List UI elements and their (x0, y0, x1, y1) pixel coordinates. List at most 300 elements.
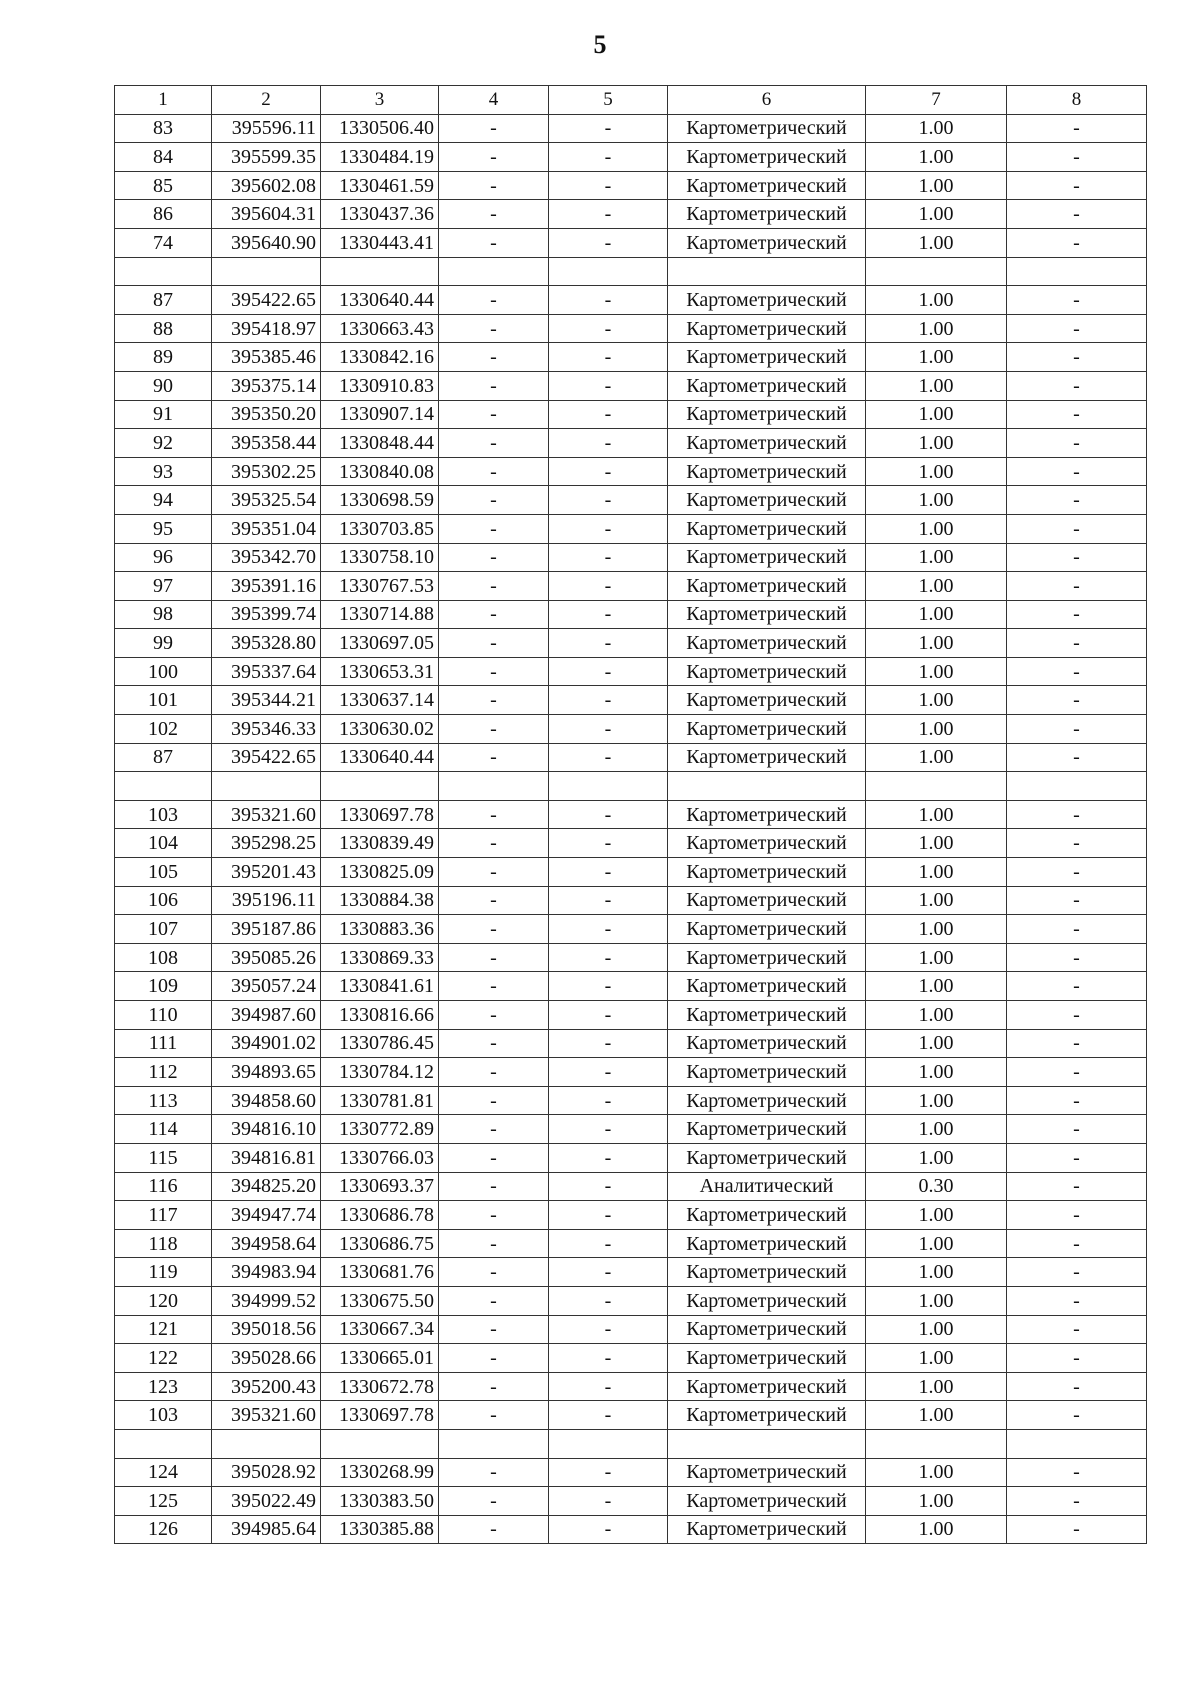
y-coordinate-cell: 1330640.44 (321, 743, 439, 772)
y-coordinate-cell: 1330781.81 (321, 1086, 439, 1115)
method-cell: Картометрический (668, 657, 866, 686)
point-number-cell: 119 (115, 1258, 212, 1287)
x-coordinate-cell: 395187.86 (212, 915, 321, 944)
table-row (115, 772, 1147, 801)
accuracy-cell: 1.00 (866, 143, 1007, 172)
point-number-cell: 103 (115, 1401, 212, 1430)
col5-cell (549, 1429, 668, 1458)
method-cell: Картометрический (668, 943, 866, 972)
col5-cell: - (549, 1001, 668, 1030)
col4-cell: - (439, 1172, 549, 1201)
col4-cell: - (439, 943, 549, 972)
col4-cell: - (439, 600, 549, 629)
col4-cell (439, 1429, 549, 1458)
table-row (115, 1429, 1147, 1458)
col8-cell: - (1007, 1058, 1147, 1087)
accuracy-cell: 1.00 (866, 1001, 1007, 1030)
method-cell: Картометрический (668, 686, 866, 715)
y-coordinate-cell: 1330840.08 (321, 457, 439, 486)
table-row (115, 143, 1147, 172)
y-coordinate-cell: 1330841.61 (321, 972, 439, 1001)
col8-cell: - (1007, 943, 1147, 972)
method-cell: Картометрический (668, 1086, 866, 1115)
method-cell: Картометрический (668, 514, 866, 543)
table-row (115, 114, 1147, 143)
col4-cell: - (439, 1201, 549, 1230)
method-cell: Картометрический (668, 1001, 866, 1030)
x-coordinate-cell: 395018.56 (212, 1315, 321, 1344)
y-coordinate-cell: 1330667.34 (321, 1315, 439, 1344)
point-number-cell: 124 (115, 1458, 212, 1487)
col8-cell: - (1007, 486, 1147, 515)
col5-cell: - (549, 1029, 668, 1058)
col5-cell: - (549, 715, 668, 744)
col4-cell: - (439, 629, 549, 658)
table-row (115, 314, 1147, 343)
col8-cell: - (1007, 915, 1147, 944)
method-cell: Картометрический (668, 228, 866, 257)
method-cell: Картометрический (668, 1286, 866, 1315)
col5-cell: - (549, 686, 668, 715)
accuracy-cell: 1.00 (866, 629, 1007, 658)
accuracy-cell: 1.00 (866, 686, 1007, 715)
method-cell: Картометрический (668, 715, 866, 744)
accuracy-cell: 1.00 (866, 800, 1007, 829)
point-number-cell: 123 (115, 1372, 212, 1401)
point-number-cell: 105 (115, 858, 212, 887)
col4-cell: - (439, 829, 549, 858)
table-row (115, 1458, 1147, 1487)
x-coordinate-cell: 395057.24 (212, 972, 321, 1001)
point-number-cell (115, 257, 212, 286)
table-row (115, 829, 1147, 858)
col5-cell: - (549, 1487, 668, 1516)
point-number-cell: 84 (115, 143, 212, 172)
table-row (115, 858, 1147, 887)
col8-cell: - (1007, 1001, 1147, 1030)
point-number-cell: 116 (115, 1172, 212, 1201)
point-number-cell: 102 (115, 715, 212, 744)
x-coordinate-cell: 394999.52 (212, 1286, 321, 1315)
y-coordinate-cell: 1330884.38 (321, 886, 439, 915)
table-row (115, 457, 1147, 486)
method-cell: Картометрический (668, 371, 866, 400)
col5-cell: - (549, 1058, 668, 1087)
y-coordinate-cell: 1330767.53 (321, 572, 439, 601)
col5-cell: - (549, 1401, 668, 1430)
accuracy-cell: 1.00 (866, 972, 1007, 1001)
y-coordinate-cell (321, 1429, 439, 1458)
y-coordinate-cell: 1330784.12 (321, 1058, 439, 1087)
y-coordinate-cell: 1330703.85 (321, 514, 439, 543)
col5-cell: - (549, 1286, 668, 1315)
x-coordinate-cell: 395085.26 (212, 943, 321, 972)
point-number-cell: 99 (115, 629, 212, 658)
accuracy-cell: 1.00 (866, 915, 1007, 944)
table-row (115, 1143, 1147, 1172)
col8-cell: - (1007, 1201, 1147, 1230)
col8-cell: - (1007, 1029, 1147, 1058)
col5-cell: - (549, 943, 668, 972)
col8-cell: - (1007, 1258, 1147, 1287)
col4-cell: - (439, 1229, 549, 1258)
accuracy-cell: 1.00 (866, 1143, 1007, 1172)
method-cell: Картометрический (668, 314, 866, 343)
col4-cell (439, 772, 549, 801)
method-cell: Картометрический (668, 800, 866, 829)
x-coordinate-cell: 395358.44 (212, 429, 321, 458)
y-coordinate-cell: 1330686.75 (321, 1229, 439, 1258)
x-coordinate-cell: 394816.81 (212, 1143, 321, 1172)
y-coordinate-cell: 1330697.05 (321, 629, 439, 658)
point-number-cell: 90 (115, 371, 212, 400)
method-cell: Картометрический (668, 1058, 866, 1087)
col4-cell: - (439, 743, 549, 772)
col4-cell: - (439, 715, 549, 744)
method-cell: Картометрический (668, 343, 866, 372)
accuracy-cell: 1.00 (866, 657, 1007, 686)
point-number-cell: 111 (115, 1029, 212, 1058)
y-coordinate-cell: 1330714.88 (321, 600, 439, 629)
x-coordinate-cell: 395022.49 (212, 1487, 321, 1516)
coordinates-table (114, 85, 1147, 1544)
method-cell: Картометрический (668, 572, 866, 601)
accuracy-cell: 1.00 (866, 286, 1007, 315)
accuracy-cell: 1.00 (866, 1086, 1007, 1115)
y-coordinate-cell: 1330839.49 (321, 829, 439, 858)
col5-cell: - (549, 657, 668, 686)
table-row (115, 600, 1147, 629)
col5-cell: - (549, 371, 668, 400)
col5-cell: - (549, 629, 668, 658)
col5-cell: - (549, 400, 668, 429)
accuracy-cell: 1.00 (866, 343, 1007, 372)
point-number-cell: 106 (115, 886, 212, 915)
col4-cell: - (439, 228, 549, 257)
col8-cell: - (1007, 171, 1147, 200)
col5-cell: - (549, 858, 668, 887)
col8-cell: - (1007, 1143, 1147, 1172)
x-coordinate-cell: 395028.92 (212, 1458, 321, 1487)
table-row (115, 972, 1147, 1001)
accuracy-cell (866, 772, 1007, 801)
y-coordinate-cell: 1330665.01 (321, 1344, 439, 1373)
x-coordinate-cell: 394983.94 (212, 1258, 321, 1287)
table-row (115, 743, 1147, 772)
table-row (115, 800, 1147, 829)
col5-cell: - (549, 829, 668, 858)
method-cell: Картометрический (668, 143, 866, 172)
point-number-cell: 97 (115, 572, 212, 601)
column-header: 8 (1007, 86, 1147, 115)
x-coordinate-cell: 394825.20 (212, 1172, 321, 1201)
accuracy-cell: 1.00 (866, 1029, 1007, 1058)
column-header: 6 (668, 86, 866, 115)
table-row (115, 1401, 1147, 1430)
accuracy-cell: 1.00 (866, 114, 1007, 143)
accuracy-cell (866, 257, 1007, 286)
col4-cell: - (439, 543, 549, 572)
x-coordinate-cell: 395201.43 (212, 858, 321, 887)
accuracy-cell: 1.00 (866, 572, 1007, 601)
col5-cell: - (549, 286, 668, 315)
accuracy-cell: 1.00 (866, 514, 1007, 543)
col4-cell: - (439, 1258, 549, 1287)
point-number-cell: 85 (115, 171, 212, 200)
col4-cell: - (439, 572, 549, 601)
col5-cell: - (549, 200, 668, 229)
accuracy-cell: 1.00 (866, 400, 1007, 429)
method-cell: Картометрический (668, 600, 866, 629)
method-cell (668, 257, 866, 286)
y-coordinate-cell: 1330383.50 (321, 1487, 439, 1516)
table-row (115, 657, 1147, 686)
method-cell: Аналитический (668, 1172, 866, 1201)
y-coordinate-cell: 1330637.14 (321, 686, 439, 715)
col8-cell: - (1007, 314, 1147, 343)
col5-cell (549, 257, 668, 286)
col5-cell: - (549, 1372, 668, 1401)
point-number-cell: 87 (115, 286, 212, 315)
table-row (115, 1086, 1147, 1115)
col5-cell: - (549, 886, 668, 915)
x-coordinate-cell: 394987.60 (212, 1001, 321, 1030)
col5-cell: - (549, 1515, 668, 1544)
y-coordinate-cell: 1330848.44 (321, 429, 439, 458)
table-row (115, 943, 1147, 972)
method-cell: Картометрический (668, 200, 866, 229)
y-coordinate-cell: 1330437.36 (321, 200, 439, 229)
accuracy-cell: 1.00 (866, 371, 1007, 400)
col4-cell: - (439, 1487, 549, 1516)
method-cell: Картометрический (668, 858, 866, 887)
point-number-cell: 108 (115, 943, 212, 972)
col5-cell: - (549, 143, 668, 172)
y-coordinate-cell: 1330816.66 (321, 1001, 439, 1030)
col4-cell: - (439, 1515, 549, 1544)
col4-cell: - (439, 314, 549, 343)
col4-cell: - (439, 457, 549, 486)
method-cell: Картометрический (668, 171, 866, 200)
col5-cell: - (549, 429, 668, 458)
col8-cell: - (1007, 1286, 1147, 1315)
col4-cell: - (439, 1458, 549, 1487)
table-row (115, 228, 1147, 257)
col8-cell: - (1007, 1372, 1147, 1401)
method-cell: Картометрический (668, 1229, 866, 1258)
col8-cell: - (1007, 543, 1147, 572)
y-coordinate-cell: 1330686.78 (321, 1201, 439, 1230)
y-coordinate-cell (321, 772, 439, 801)
col8-cell: - (1007, 1344, 1147, 1373)
accuracy-cell: 1.00 (866, 1458, 1007, 1487)
table-row (115, 1058, 1147, 1087)
table-row (115, 171, 1147, 200)
table-header-row (115, 86, 1147, 115)
x-coordinate-cell: 395422.65 (212, 743, 321, 772)
y-coordinate-cell: 1330786.45 (321, 1029, 439, 1058)
accuracy-cell: 1.00 (866, 543, 1007, 572)
column-header: 7 (866, 86, 1007, 115)
col8-cell: - (1007, 886, 1147, 915)
x-coordinate-cell: 395325.54 (212, 486, 321, 515)
col5-cell: - (549, 743, 668, 772)
y-coordinate-cell: 1330385.88 (321, 1515, 439, 1544)
accuracy-cell: 1.00 (866, 200, 1007, 229)
col8-cell: - (1007, 228, 1147, 257)
y-coordinate-cell: 1330907.14 (321, 400, 439, 429)
col8-cell: - (1007, 1487, 1147, 1516)
point-number-cell: 126 (115, 1515, 212, 1544)
accuracy-cell: 1.00 (866, 457, 1007, 486)
col8-cell: - (1007, 1458, 1147, 1487)
x-coordinate-cell: 394893.65 (212, 1058, 321, 1087)
col4-cell: - (439, 1029, 549, 1058)
col5-cell: - (549, 114, 668, 143)
point-number-cell: 86 (115, 200, 212, 229)
col8-cell: - (1007, 743, 1147, 772)
col8-cell: - (1007, 829, 1147, 858)
y-coordinate-cell: 1330910.83 (321, 371, 439, 400)
col4-cell (439, 257, 549, 286)
y-coordinate-cell: 1330697.78 (321, 1401, 439, 1430)
accuracy-cell: 1.00 (866, 829, 1007, 858)
x-coordinate-cell: 395337.64 (212, 657, 321, 686)
point-number-cell: 118 (115, 1229, 212, 1258)
column-header: 5 (549, 86, 668, 115)
y-coordinate-cell: 1330758.10 (321, 543, 439, 572)
col8-cell: - (1007, 715, 1147, 744)
y-coordinate-cell: 1330681.76 (321, 1258, 439, 1287)
accuracy-cell: 1.00 (866, 429, 1007, 458)
y-coordinate-cell: 1330653.31 (321, 657, 439, 686)
col5-cell: - (549, 543, 668, 572)
col4-cell: - (439, 972, 549, 1001)
col8-cell: - (1007, 343, 1147, 372)
col8-cell: - (1007, 114, 1147, 143)
accuracy-cell: 1.00 (866, 600, 1007, 629)
point-number-cell: 112 (115, 1058, 212, 1087)
accuracy-cell: 1.00 (866, 1487, 1007, 1516)
col4-cell: - (439, 1401, 549, 1430)
col4-cell: - (439, 514, 549, 543)
method-cell: Картометрический (668, 1515, 866, 1544)
col5-cell: - (549, 171, 668, 200)
col4-cell: - (439, 114, 549, 143)
table-row (115, 1487, 1147, 1516)
accuracy-cell: 1.00 (866, 486, 1007, 515)
point-number-cell: 117 (115, 1201, 212, 1230)
x-coordinate-cell: 394985.64 (212, 1515, 321, 1544)
col8-cell: - (1007, 629, 1147, 658)
col5-cell: - (549, 314, 668, 343)
y-coordinate-cell: 1330693.37 (321, 1172, 439, 1201)
accuracy-cell: 1.00 (866, 1286, 1007, 1315)
x-coordinate-cell: 395196.11 (212, 886, 321, 915)
col8-cell: - (1007, 686, 1147, 715)
col4-cell: - (439, 886, 549, 915)
col8-cell: - (1007, 1086, 1147, 1115)
x-coordinate-cell: 395302.25 (212, 457, 321, 486)
x-coordinate-cell: 395599.35 (212, 143, 321, 172)
point-number-cell (115, 772, 212, 801)
table-row (115, 915, 1147, 944)
y-coordinate-cell: 1330825.09 (321, 858, 439, 887)
y-coordinate-cell: 1330697.78 (321, 800, 439, 829)
point-number-cell: 120 (115, 1286, 212, 1315)
col8-cell: - (1007, 371, 1147, 400)
method-cell: Картометрический (668, 1143, 866, 1172)
y-coordinate-cell: 1330772.89 (321, 1115, 439, 1144)
accuracy-cell: 1.00 (866, 1058, 1007, 1087)
table-row (115, 1315, 1147, 1344)
x-coordinate-cell: 395602.08 (212, 171, 321, 200)
y-coordinate-cell: 1330630.02 (321, 715, 439, 744)
method-cell (668, 772, 866, 801)
col5-cell: - (549, 1115, 668, 1144)
accuracy-cell (866, 1429, 1007, 1458)
table-row (115, 543, 1147, 572)
table-row (115, 1001, 1147, 1030)
table-row (115, 686, 1147, 715)
col8-cell: - (1007, 657, 1147, 686)
x-coordinate-cell: 395422.65 (212, 286, 321, 315)
x-coordinate-cell: 395346.33 (212, 715, 321, 744)
col8-cell: - (1007, 1229, 1147, 1258)
table-row (115, 1286, 1147, 1315)
point-number-cell: 91 (115, 400, 212, 429)
table-row (115, 257, 1147, 286)
col8-cell: - (1007, 286, 1147, 315)
table-row (115, 1229, 1147, 1258)
y-coordinate-cell: 1330663.43 (321, 314, 439, 343)
x-coordinate-cell: 395344.21 (212, 686, 321, 715)
table-row (115, 371, 1147, 400)
col5-cell: - (549, 1172, 668, 1201)
table-row (115, 1172, 1147, 1201)
accuracy-cell: 1.00 (866, 1201, 1007, 1230)
table-row (115, 1515, 1147, 1544)
col8-cell: - (1007, 429, 1147, 458)
y-coordinate-cell: 1330461.59 (321, 171, 439, 200)
point-number-cell: 95 (115, 514, 212, 543)
col5-cell (549, 772, 668, 801)
accuracy-cell: 1.00 (866, 314, 1007, 343)
col4-cell: - (439, 858, 549, 887)
col5-cell: - (549, 1086, 668, 1115)
col4-cell: - (439, 343, 549, 372)
page-number: 5 (593, 30, 607, 59)
col5-cell: - (549, 343, 668, 372)
col5-cell: - (549, 1229, 668, 1258)
method-cell: Картометрический (668, 400, 866, 429)
x-coordinate-cell: 394958.64 (212, 1229, 321, 1258)
table-row (115, 429, 1147, 458)
x-coordinate-cell: 394858.60 (212, 1086, 321, 1115)
method-cell: Картометрический (668, 1029, 866, 1058)
point-number-cell: 113 (115, 1086, 212, 1115)
y-coordinate-cell: 1330883.36 (321, 915, 439, 944)
point-number-cell: 88 (115, 314, 212, 343)
method-cell: Картометрический (668, 886, 866, 915)
x-coordinate-cell: 395596.11 (212, 114, 321, 143)
col5-cell: - (549, 600, 668, 629)
point-number-cell: 110 (115, 1001, 212, 1030)
point-number-cell: 101 (115, 686, 212, 715)
col4-cell: - (439, 915, 549, 944)
col8-cell (1007, 1429, 1147, 1458)
method-cell: Картометрический (668, 743, 866, 772)
